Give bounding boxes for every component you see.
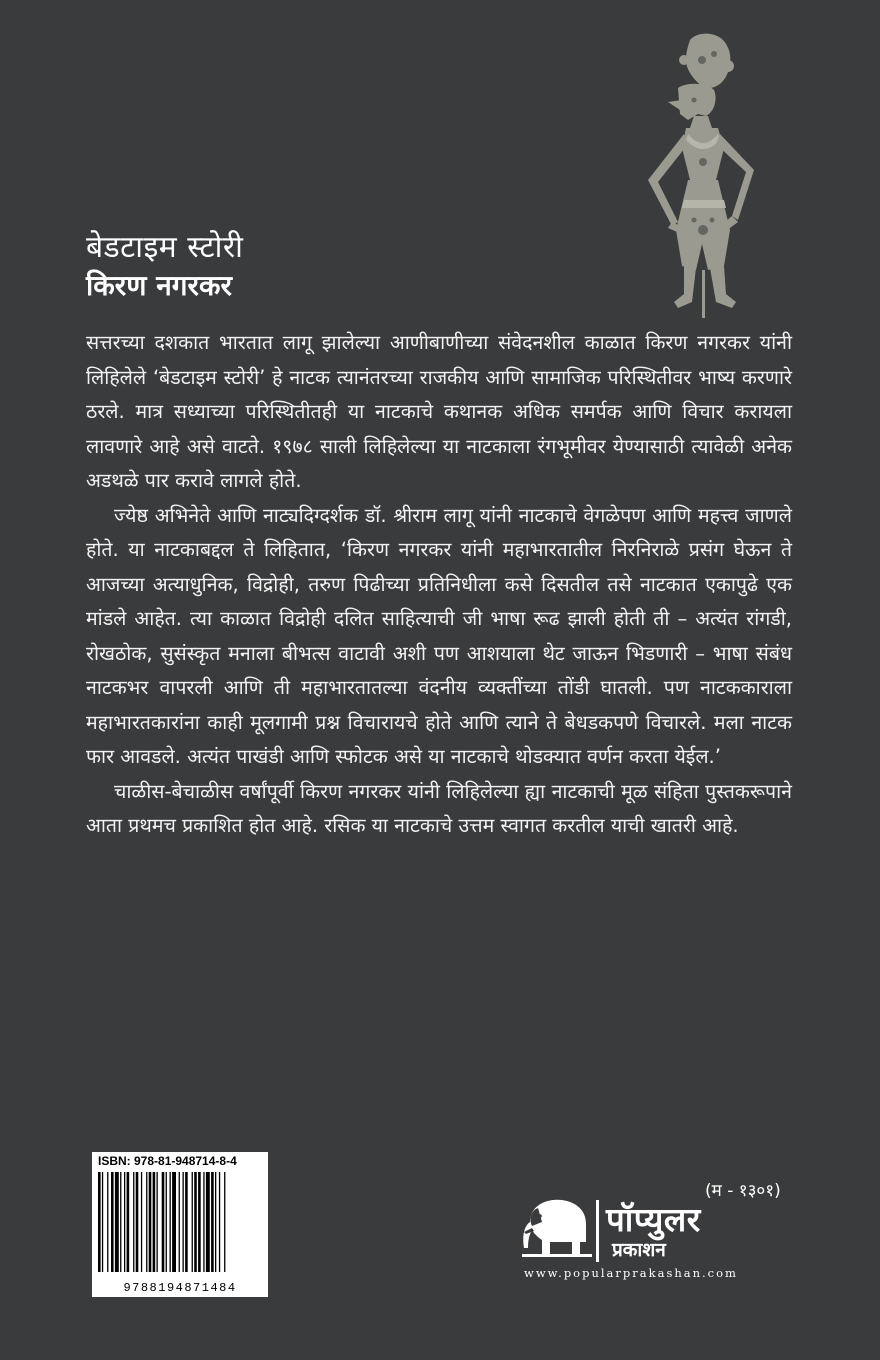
barcode-bars — [98, 1172, 262, 1272]
book-author: किरण नगरकर — [86, 269, 232, 302]
publisher-name: पॉप्युलर — [606, 1200, 701, 1239]
book-title: बेडटाइम स्टोरी — [86, 230, 244, 265]
logo-divider — [596, 1200, 599, 1262]
blurb-paragraph: सत्तरच्या दशकात भारतात लागू झालेल्या आणीबाणीच्या संवेदनशील काळात किरण नगरकर यांनी लिहिलेले ‘बेडटाइम स्टोरी’ हे नाटक त्यानंतरच्या राजकीय आणि सामाजिक परिस्थितीवर भाष्य करणारे ठरले. मात्र सध्याच्या परिस्थितीतही या नाटकाचे कथानक अधिक समर्पक आणि विचार करायला लावणारे आहे असे वाटते. १९७८ साली लिहिलेल्या या नाटकाला रंगभूमीवर येण्यासाठी त्यावेळी अनेक अडथळे पार करावे लागले होते. — [86, 331, 792, 492]
blurb-text — [86, 326, 792, 844]
shadow-puppet-illustration — [628, 30, 778, 320]
barcode — [92, 1152, 268, 1297]
catalog-code: (म - १३०१) — [705, 1181, 781, 1201]
elephant-icon — [520, 1192, 598, 1262]
blurb-paragraph: चाळीस-बेचाळीस वर्षांपूर्वी किरण नगरकर यांनी लिहिलेल्या ह्या नाटकाची मूळ संहिता पुस्तकरूपाने आता प्रथमच प्रकाशित होत आहे. रसिक या नाटकाचे उत्तम स्वागत करतील याची खातरी आहे. — [86, 779, 792, 837]
isbn-label: ISBN: 978-81-948714-8-4 — [98, 1154, 237, 1168]
blurb-paragraph: ज्येष्ठ अभिनेते आणि नाट्यदिग्दर्शक डॉ. श्रीराम लागू यांनी नाटकाचे वेगळेपण आणि महत्त्व जाणले होते. या नाटकाबद्दल ते लिहितात, ‘किरण नगरकर यांनी महाभारतातील निरनिराळे प्रसंग घेऊन ते आजच्या अत्याधुनिक, विद्रोही, तरुण पिढीच्या प्रतिनिधीला कसे दिसतील तसे नाटकात एकापुढे एक मांडले आहेत. त्या काळात विद्रोही दलित साहित्याची जी भाषा रूढ झाली होती ती – अत्यंत रांगडी, रोखठोक, सुसंस्कृत मनाला बीभत्स वाटावी अशी पण आशयाला थेट जाऊन भिडणारी – भाषा संबंध नाटकभर वापरली आणि ती महाभारतातल्या वंदनीय व्यक्तींच्या तोंडी घातली. पण नाटककाराला महाभारतकारांना काही मूलगामी प्रश्न विचारायचे होते आणि त्याने ते बेधडकपणे विचारले. मला नाटक फार आवडले. अत्यंत पाखंडी आणि स्फोटक असे या नाटकाचे थोडक्यात वर्णन करता येईल.’ — [86, 503, 792, 768]
publisher-url: www.popularprakashan.com — [524, 1266, 738, 1280]
publisher-subname: प्रकाशन — [612, 1239, 666, 1261]
isbn-digits: 9788194871484 — [123, 1281, 237, 1295]
